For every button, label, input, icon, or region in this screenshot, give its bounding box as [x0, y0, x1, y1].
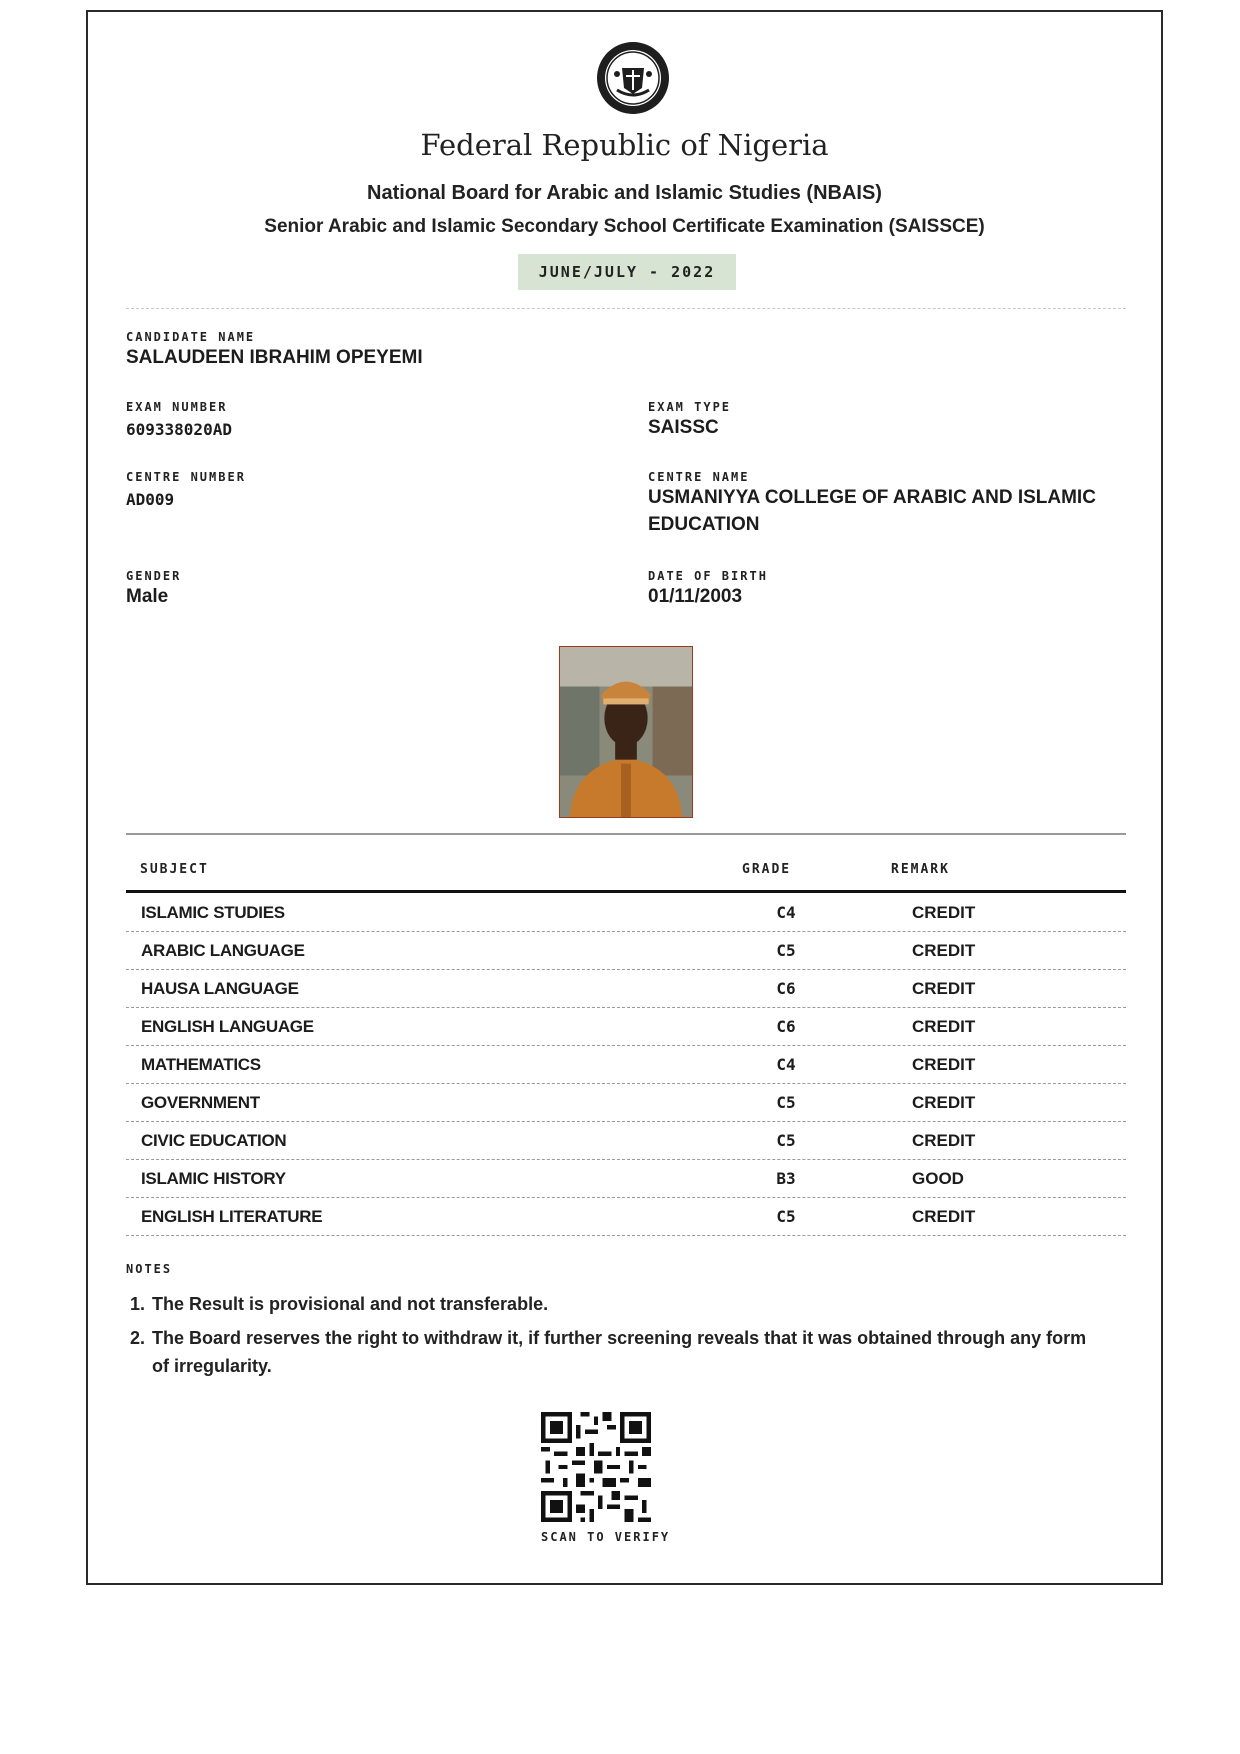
remark-cell: CREDIT	[912, 1017, 976, 1036]
grade-cell: C6	[776, 979, 796, 998]
grade-column-header: GRADE	[742, 862, 792, 877]
table-header-rule	[126, 890, 1126, 893]
grade-cell: C4	[776, 903, 796, 922]
note-item	[130, 1324, 1090, 1380]
note-text: The Board reserves the right to withdraw it, if further screening reveals that it was obtained through any form of irregularity.	[152, 1328, 1087, 1376]
note-number: 1.	[130, 1294, 146, 1314]
remark-cell: CREDIT	[912, 941, 976, 960]
note-item	[130, 1290, 1090, 1318]
country-title: Federal Republic of Nigeria	[420, 128, 829, 162]
exam-session-badge: JUNE/JULY - 2022	[518, 254, 736, 290]
exam-type-label: EXAM TYPE	[648, 400, 732, 414]
grade-cell: C5	[776, 1131, 796, 1150]
gender-label: GENDER	[126, 569, 182, 583]
verification-qr-code[interactable]	[541, 1412, 651, 1522]
dob-label: DATE OF BIRTH	[648, 569, 768, 583]
table-row	[126, 970, 1126, 1008]
table-row	[126, 1046, 1126, 1084]
table-row	[126, 894, 1126, 932]
subject-cell: MATHEMATICS	[141, 1055, 261, 1074]
subject-cell: ENGLISH LANGUAGE	[141, 1017, 314, 1036]
centre-number-label: CENTRE NUMBER	[126, 470, 246, 484]
centre-name-line2: EDUCATION	[648, 514, 760, 535]
date-of-birth: 01/11/2003	[648, 586, 743, 607]
grade-cell: C5	[776, 1093, 796, 1112]
table-row	[126, 1198, 1126, 1236]
candidate-name: SALAUDEEN IBRAHIM OPEYEMI	[126, 347, 423, 368]
table-row	[126, 1008, 1126, 1046]
subject-cell: CIVIC EDUCATION	[141, 1131, 287, 1150]
result-sheet	[86, 10, 1163, 1585]
divider	[126, 308, 1126, 309]
gender: Male	[126, 586, 169, 607]
remark-column-header: REMARK	[891, 862, 950, 877]
table-row	[126, 1084, 1126, 1122]
notes-label: NOTES	[126, 1262, 173, 1276]
grade-cell: C6	[776, 1017, 796, 1036]
grade-cell: C5	[776, 941, 796, 960]
remark-cell: CREDIT	[912, 979, 976, 998]
subject-cell: ENGLISH LITERATURE	[141, 1207, 323, 1226]
board-name: National Board for Arabic and Islamic Studies (NBAIS)	[367, 182, 882, 204]
table-top-rule	[126, 833, 1126, 835]
exam-number-label: EXAM NUMBER	[126, 400, 228, 414]
centre-name-label: CENTRE NAME	[648, 470, 750, 484]
centre-name-line1: USMANIYYA COLLEGE OF ARABIC AND ISLAMIC	[648, 487, 1096, 508]
exam-type: SAISSC	[648, 417, 719, 438]
table-row	[126, 1122, 1126, 1160]
grade-cell: C5	[776, 1207, 796, 1226]
exam-name: Senior Arabic and Islamic Secondary School Certificate Examination (SAISSCE)	[264, 216, 985, 237]
subject-column-header: SUBJECT	[140, 862, 209, 877]
scan-to-verify-label: SCAN TO VERIFY	[541, 1530, 671, 1544]
note-number: 2.	[130, 1328, 146, 1348]
candidate-name-label: CANDIDATE NAME	[126, 330, 256, 344]
exam-number: 609338020AD	[126, 420, 232, 439]
subject-cell: ISLAMIC STUDIES	[141, 903, 285, 922]
centre-number: AD009	[126, 490, 175, 509]
subject-cell: ARABIC LANGUAGE	[141, 941, 305, 960]
note-text: The Result is provisional and not transferable.	[152, 1294, 549, 1314]
coat-of-arms-seal	[595, 40, 671, 116]
subject-cell: GOVERNMENT	[141, 1093, 260, 1112]
remark-cell: CREDIT	[912, 903, 976, 922]
subject-cell: ISLAMIC HISTORY	[141, 1169, 286, 1188]
grade-cell: B3	[776, 1169, 796, 1188]
remark-cell: CREDIT	[912, 1207, 976, 1226]
grade-cell: C4	[776, 1055, 796, 1074]
remark-cell: GOOD	[912, 1169, 964, 1188]
subject-cell: HAUSA LANGUAGE	[141, 979, 299, 998]
table-row	[126, 1160, 1126, 1198]
table-row	[126, 932, 1126, 970]
remark-cell: CREDIT	[912, 1131, 976, 1150]
remark-cell: CREDIT	[912, 1093, 976, 1112]
candidate-photo	[559, 646, 693, 818]
remark-cell: CREDIT	[912, 1055, 976, 1074]
